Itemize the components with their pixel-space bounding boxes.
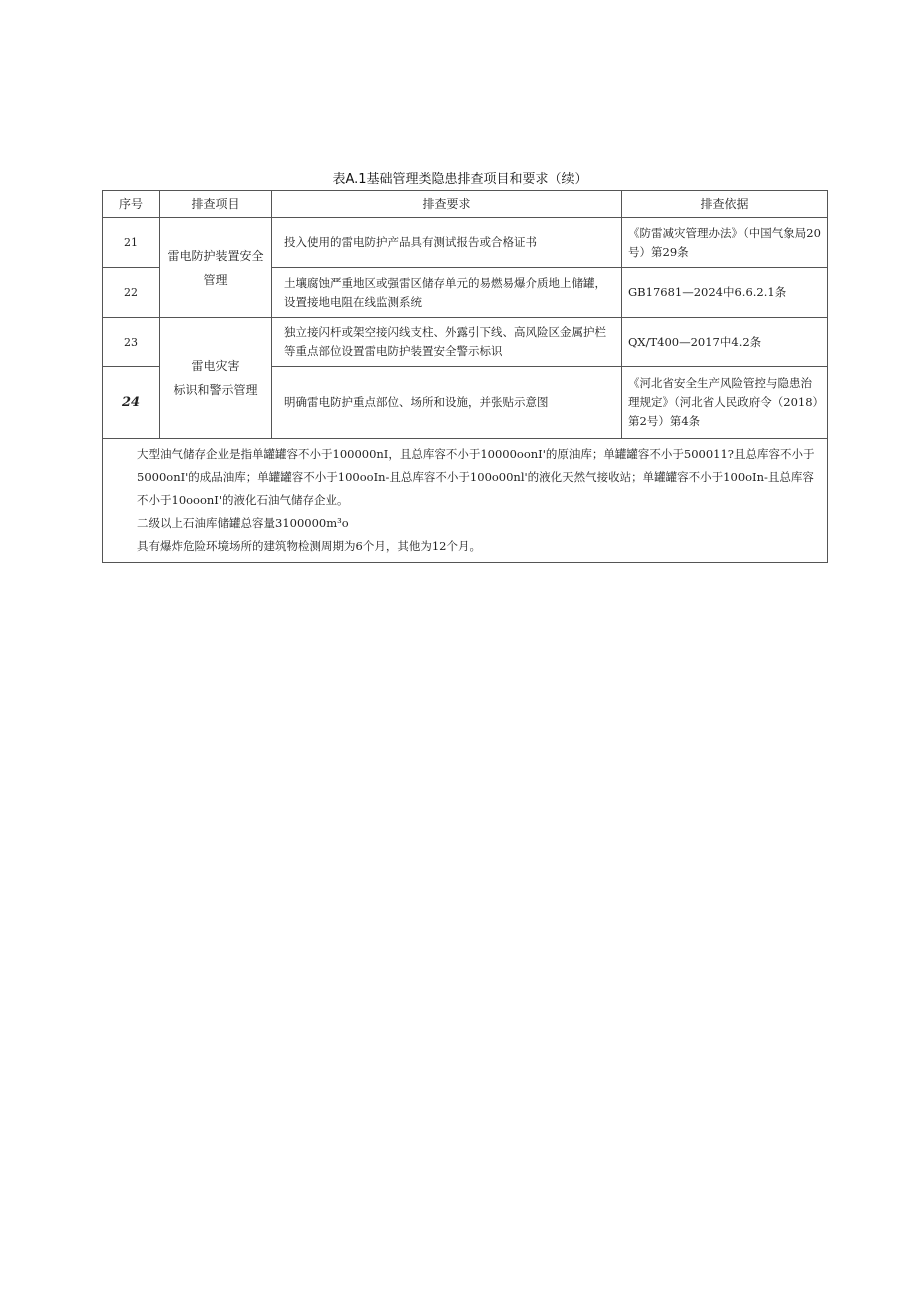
header-row: [103, 191, 828, 218]
row-no: 23: [103, 318, 160, 367]
note-2: 二级以上石油库储罐总容量3100000m³o: [137, 516, 349, 530]
group-label-line2: 标识和警示管理: [173, 383, 258, 397]
row-basis: 《防雷减灾管理办法》（中国气象局20号）第29条: [622, 218, 828, 268]
row-no: 21: [103, 218, 160, 268]
group-lightning-signage: [160, 318, 272, 439]
group-label-line1: 雷电灾害: [191, 359, 240, 373]
table-title: 表A.1基础管理类隐患排查项目和要求（续）: [332, 172, 588, 187]
note-3: 具有爆炸危险环境场所的建筑物检测周期为6个月，其他为12个月。: [137, 539, 481, 553]
header-item: 排查项目: [160, 191, 272, 218]
row-req: 土壤腐蚀严重地区或强雷区储存单元的易燃易爆介质地上储罐，设置接地电阻在线监测系统: [272, 268, 622, 318]
row-req: 独立接闪杆或架空接闪线支柱、外露引下线、高风险区金属护栏等重点部位设置雷电防护装置安全警示标识: [272, 318, 622, 367]
row-basis: 《河北省安全生产风险管控与隐患治理规定》（河北省人民政府令（2018）第2号）第4条: [622, 367, 828, 439]
table-row: [103, 218, 828, 268]
hazard-check-table: [102, 190, 828, 563]
row-req: 投入使用的雷电防护产品具有测试报告或合格证书: [272, 218, 622, 268]
note-1: 大型油气储存企业是指单罐罐容不小于100000nI，且总库容不小于10000oonI'的原油库；单罐罐容不小于500011?且总库容不小于5000onI'的成品油库；单罐罐容不小于100ooIn-且总库容不小于100o00nl'的液化天然气接收站；单罐罐容不小于100oIn-且总库容不小于10ooonI'的液化石油气储存企业。: [137, 447, 815, 507]
row-no: 22: [103, 268, 160, 318]
row-basis: QX/T400—2017中4.2条: [622, 318, 828, 367]
header-no: 序号: [103, 191, 160, 218]
notes-row: [103, 439, 828, 563]
row-basis: GB17681—2024中6.6.2.1条: [622, 268, 828, 318]
table-row: [103, 318, 828, 367]
header-basis: 排查依据: [622, 191, 828, 218]
group-lightning-protection: 雷电防护装置安全管理: [160, 218, 272, 318]
header-req: 排查要求: [272, 191, 622, 218]
row-no: 24: [103, 367, 160, 439]
notes-cell: [103, 439, 828, 563]
row-req: 明确雷电防护重点部位、场所和设施，并张贴示意图: [272, 367, 622, 439]
